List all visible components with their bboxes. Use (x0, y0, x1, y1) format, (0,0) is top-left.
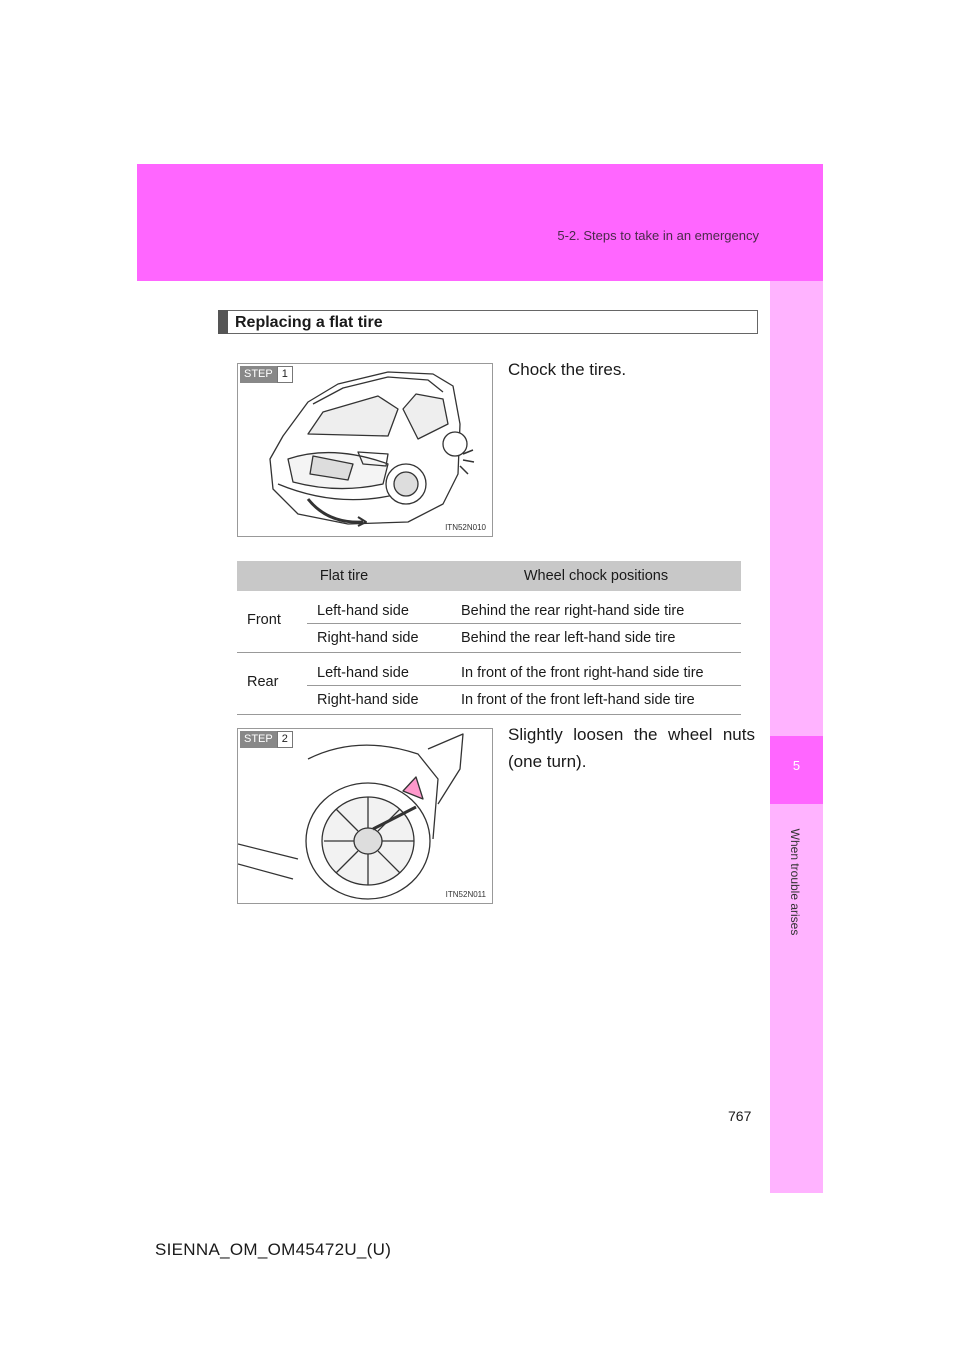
table-row (237, 591, 741, 624)
table-header-flat-tire: Flat tire (237, 561, 451, 591)
step2-badge (240, 731, 293, 748)
table-header-row (237, 561, 741, 591)
position-cell: Behind the rear right-hand side tire (451, 591, 741, 624)
side-cell: Right-hand side (307, 624, 451, 653)
step2-figure-code: ITN52N011 (445, 890, 486, 899)
table-row (237, 653, 741, 686)
step-number: 1 (277, 366, 293, 383)
step1-badge (240, 366, 293, 383)
header-section-title: 5-2. Steps to take in an emergency (557, 228, 759, 243)
position-cell: In front of the front right-hand side tire (451, 653, 741, 686)
page-number: 767 (728, 1108, 752, 1124)
step1-illustration (237, 363, 493, 537)
group-label-rear: Rear (237, 653, 307, 715)
step-label: STEP (240, 366, 277, 383)
step2-text: Slightly loosen the wheel nuts (one turn). (508, 725, 755, 771)
section-title: Replacing a flat tire (235, 314, 383, 331)
minivan-drawing (238, 364, 492, 536)
chapter-title-vertical (780, 812, 810, 952)
side-cell: Left-hand side (307, 653, 451, 686)
header-band (137, 164, 823, 281)
chapter-title: When trouble arises (788, 828, 802, 936)
side-cell: Right-hand side (307, 686, 451, 715)
position-cell: In front of the front left-hand side tire (451, 686, 741, 715)
chapter-number: 5 (792, 758, 801, 773)
step-label: STEP (240, 731, 277, 748)
step2-illustration (237, 728, 493, 904)
table-row (237, 686, 741, 715)
chapter-tab[interactable] (770, 736, 823, 804)
group-label-front: Front (237, 591, 307, 653)
step1-figure-code: ITN52N010 (445, 523, 486, 532)
step1-text: Chock the tires. (508, 360, 627, 379)
side-cell: Left-hand side (307, 591, 451, 624)
heading-bar (218, 310, 228, 334)
step-number: 2 (277, 731, 293, 748)
table-row (237, 624, 741, 653)
position-cell: Behind the rear left-hand side tire (451, 624, 741, 653)
section-heading (218, 310, 758, 334)
table-header-chock-positions: Wheel chock positions (451, 561, 741, 591)
wheel-chock-table (237, 561, 741, 715)
manual-code: SIENNA_OM_OM45472U_(U) (155, 1240, 392, 1259)
wheel-nut-drawing (238, 729, 492, 903)
